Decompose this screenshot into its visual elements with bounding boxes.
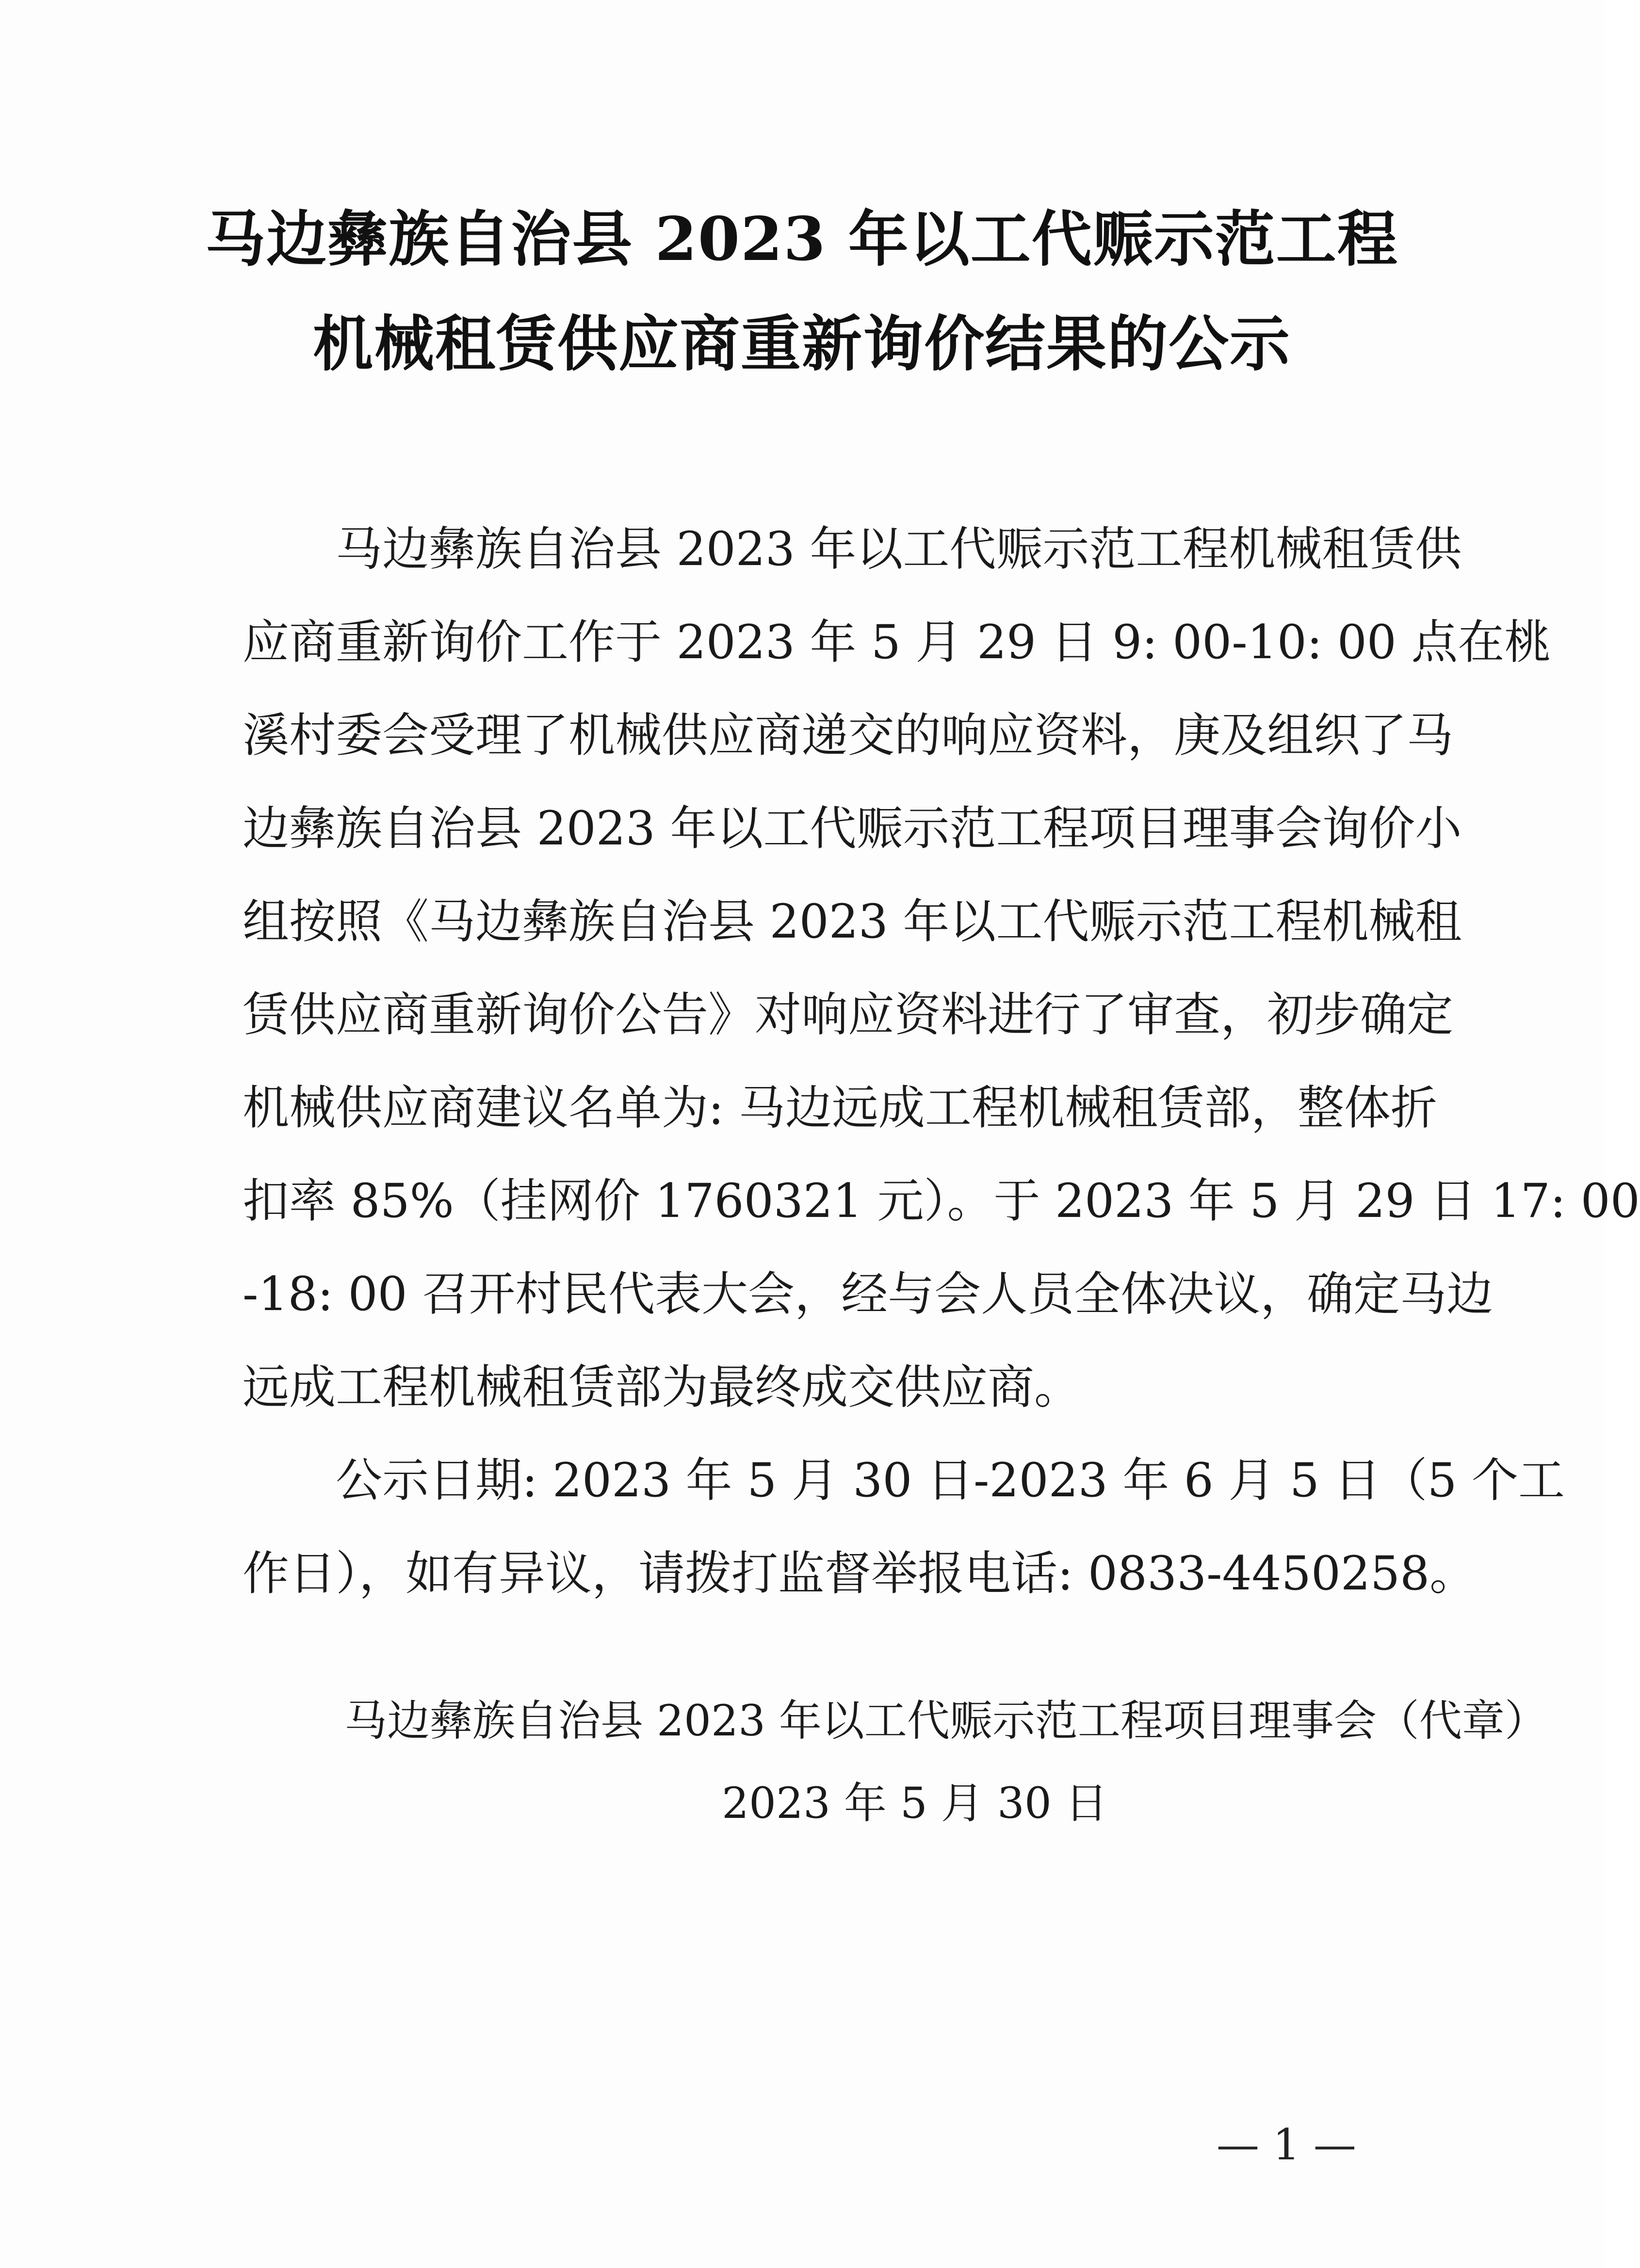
paragraph-line: 溪村委会受理了机械供应商递交的响应资料，庚及组织了马: [243, 708, 1453, 762]
paragraph-line: 马边彝族自治县 2023 年以工代赈示范工程机械租赁供: [336, 522, 1462, 576]
paragraph-line: 扣率 85%（挂网价 1760321 元）。于 2023 年 5 月 29 日 17: 00: [243, 1174, 1640, 1228]
paragraph-line: -18: 00 召开村民代表大会，经与会人员全体决议，确定马边: [243, 1267, 1494, 1321]
document-title-line-1: 马边彝族自治县 2023 年以工代赈示范工程: [205, 204, 1398, 275]
paragraph-line: 赁供应商重新询价公告》对响应资料进行了审查，初步确定: [243, 988, 1453, 1042]
paragraph-line: 公示日期: 2023 年 5 月 30 日-2023 年 6 月 5 日（5 个工: [336, 1453, 1565, 1507]
paragraph-line: 边彝族自治县 2023 年以工代赈示范工程项目理事会询价小: [243, 801, 1462, 856]
paragraph-line: 机械供应商建议名单为: 马边远成工程机械租赁部，整体折: [243, 1081, 1437, 1135]
paragraph-line: 应商重新询价工作于 2023 年 5 月 29 日 9: 00-10: 00 点在桃: [243, 615, 1551, 669]
signature-date: 2023 年 5 月 30 日: [722, 1778, 1108, 1828]
paragraph-line: 远成工程机械租赁部为最终成交供应商。: [243, 1360, 1081, 1414]
paragraph-line: 作日），如有异议，请拨打监督举报电话: 0833-4450258。: [243, 1546, 1477, 1601]
page-number: — 1 —: [1217, 2120, 1356, 2170]
signature-organization: 马边彝族自治县 2023 年以工代赈示范工程项目理事会（代章）: [344, 1696, 1547, 1746]
document-title-line-2: 机械租赁供应商重新询价结果的公示: [312, 309, 1291, 379]
paragraph-line: 组按照《马边彝族自治县 2023 年以工代赈示范工程机械租: [243, 894, 1462, 949]
